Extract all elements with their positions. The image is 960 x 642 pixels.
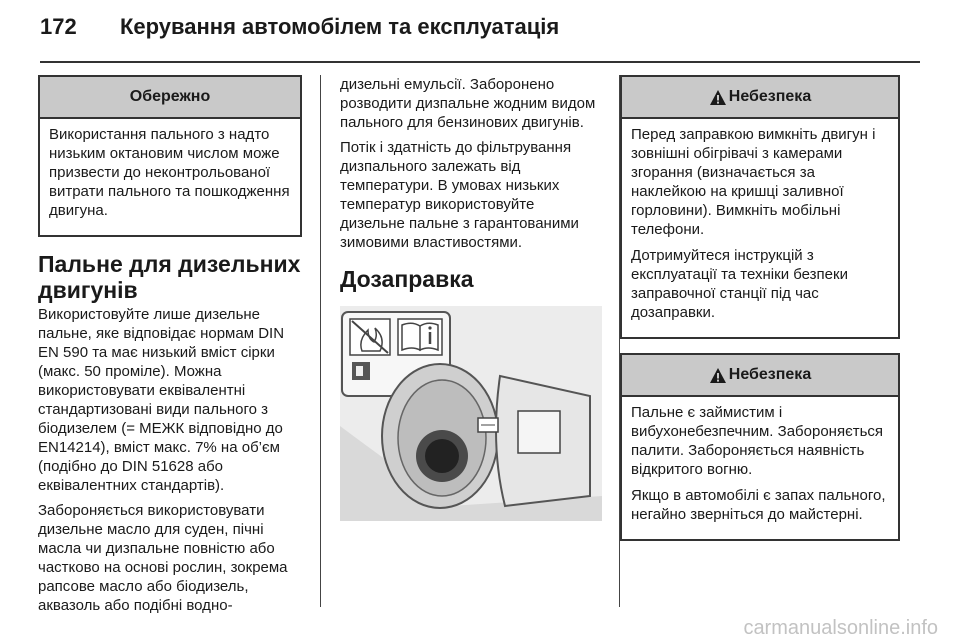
- page-header: [40, 14, 920, 54]
- warning-triangle-icon: [709, 367, 727, 384]
- danger-1-text-2: Дотримуйтеся інструкцій з експлуатації та техніки безпеки заправочної станції під час дозаправки.: [631, 247, 848, 321]
- column-divider-1: [320, 75, 321, 607]
- no-fire-icon: [350, 319, 390, 355]
- diesel-fuel-heading: Пальне для дизельних двигунів: [38, 251, 301, 303]
- danger-2-text-1: Пальне є займистим і вибухонебезпечним. Забороняється палити. Забороняється наявність відкритого вогню.: [631, 404, 884, 478]
- diesel-paragraph-1: Використовуйте лише дизельне пальне, яке відповідає нормам DIN EN 590 та має низький вміст сірки (макс. 50 проміле). Можна використовувати еквівалентні стандартизовані види пального з біодизелем (= МЕЖК відповідно до EN14214), вміст макс. 7% на об’єм (подібно до DIN 51628 або еквівалентних стандартів).: [38, 306, 285, 494]
- caution-box: [38, 75, 302, 237]
- danger-1-text-1: Перед заправкою вимкніть двигун і зовнішні обігрівачі з камерами згорання (визначається за наклейкою на кришці заливної горловини). Вимкніть мобільні телефони.: [631, 126, 876, 238]
- danger-box-1: [620, 75, 900, 339]
- column-right: [620, 75, 900, 555]
- danger-box-2: [620, 353, 900, 541]
- fuel-label-icon: [352, 362, 370, 380]
- fuel-filler-illustration: [340, 306, 602, 521]
- column-middle: [340, 75, 602, 521]
- diesel-paragraph-4: Потік і здатність до фільтрування дизпального залежать від температури. В умовах низьких температур використовуйте дизельне пальне з гарантованими зимовими властивостями.: [340, 139, 579, 251]
- caution-text: Використання пального з надто низьким октановим числом може призвести до неконтрольованої витрати пального та пошкодження двигуна.: [49, 126, 290, 219]
- danger-title-1: Небезпека: [728, 88, 812, 105]
- danger-title-2: Небезпека: [728, 366, 812, 383]
- page-title: Керування автомобілем та експлуатація: [120, 14, 560, 39]
- header-rule: [40, 61, 920, 63]
- column-left: [38, 75, 302, 621]
- danger-2-text-2: Якщо в автомобілі є запах пального, негайно зверніться до майстерні.: [631, 487, 886, 523]
- manual-info-icon: [398, 319, 442, 355]
- page-number: 172: [40, 14, 77, 39]
- diesel-paragraph-2: Забороняється використовувати дизельне масло для суден, пічні масла чи дизпальне повністю або частково на основі рослин, зокрема рапсове масло або біодизель, аквазоль або подібні водно-: [38, 502, 288, 614]
- caution-title: Обережно: [40, 77, 300, 119]
- diesel-paragraph-3: дизельні емульсії. Заборонено розводити дизпальне жодним видом пального для бензинових двигунів.: [340, 76, 596, 131]
- warning-triangle-icon: [709, 89, 727, 106]
- refuelling-heading: Дозаправка: [340, 266, 474, 292]
- watermark: carmanualsonline.info: [743, 617, 938, 639]
